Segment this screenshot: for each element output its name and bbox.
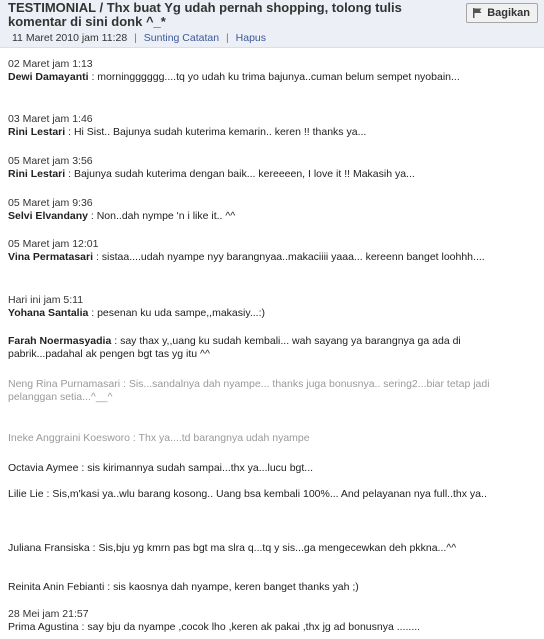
entry-text: : Sis,m'kasi ya..wlu barang kosong.. Uang bsa kembali 100%... And pelayanan nya full..thx ya.. — [43, 488, 487, 500]
entry-author: Rini Lestari — [8, 168, 66, 180]
entry-text: : morningggggg....tq yo udah ku trima bajunya..cuman belum sempet nyobain... — [88, 71, 460, 83]
entry-author: Dewi Damayanti — [8, 71, 89, 83]
entry-author: Lilie Lie — [8, 488, 44, 500]
entry-text: : Bajunya sudah kuterima dengan baik... kereeeen, I love it !! Makasih ya... — [65, 168, 415, 180]
list-item — [8, 113, 536, 139]
entry-text: : pesenan ku uda sampe,,makasiy...:) — [88, 307, 265, 319]
list-item — [8, 58, 536, 84]
entry-author: Juliana Fransiska — [8, 542, 90, 554]
note-header — [0, 0, 544, 48]
entry-text: : Thx ya....td barangnya udah nyampe — [130, 432, 310, 444]
list-item — [8, 238, 536, 264]
meta-separator: | — [226, 32, 229, 44]
entry-date: 05 Maret jam 12:01 — [8, 238, 99, 250]
entry-date: 03 Maret jam 1:46 — [8, 113, 93, 125]
entry-date: 02 Maret jam 1:13 — [8, 58, 93, 70]
entry-date: 05 Maret jam 9:36 — [8, 197, 93, 209]
entry-text: : sistaa....udah nyampe nyy barangnyaa..makaciiii yaaa... kereenn banget loohhh.... — [93, 251, 485, 263]
entry-text: : say thax y,,uang ku sudah kembali... wah sayang ya barangnya ga ada di pabrik...padahal ak pengen bgt tas yg itu ^^ — [8, 335, 461, 360]
entry-text: : Sis,bju yg kmrn pas bgt ma slra q...tq y sis...ga mengecewkan deh pkkna...^^ — [89, 542, 457, 554]
entry-date: Hari ini jam 5:11 — [8, 294, 84, 306]
delete-note-link[interactable]: Hapus — [235, 32, 267, 44]
list-item — [8, 462, 536, 475]
list-item — [8, 378, 536, 404]
meta-separator: | — [134, 32, 137, 44]
list-item — [8, 488, 536, 501]
edit-note-link[interactable]: Sunting Catatan — [143, 32, 220, 44]
share-icon — [473, 8, 482, 18]
note-date: 11 Maret 2010 jam 11:28 — [12, 32, 128, 44]
entry-author: Rini Lestari — [8, 126, 66, 138]
share-label: Bagikan — [487, 7, 530, 19]
entry-text: : Hi Sist.. Bajunya sudah kuterima kemarin.. keren !! thanks ya... — [65, 126, 367, 138]
entry-author: Yohana Santalia — [8, 307, 89, 319]
entry-text: : sis kirimannya sudah sampai...thx ya...lucu bgt... — [78, 462, 314, 474]
entry-author: Octavia Aymee — [8, 462, 79, 474]
entry-author: Reinita Anin Febianti — [8, 581, 105, 593]
share-button[interactable] — [466, 3, 538, 23]
entry-date: 28 Mei jam 21:57 — [8, 608, 89, 620]
entry-text: : Non..dah nympe 'n i like it.. ^^ — [87, 210, 236, 222]
entry-author: Vina Permatasari — [8, 251, 94, 263]
list-item — [8, 335, 536, 361]
list-item — [8, 581, 536, 594]
entry-author: Ineke Anggraini Koesworo — [8, 432, 130, 444]
entry-date: 05 Maret jam 3:56 — [8, 155, 93, 167]
list-item — [8, 197, 536, 223]
note-title: TESTIMONIAL / Thx buat Yg udah pernah shopping, tolong tulis komentar di sini donk ^_* — [8, 0, 402, 29]
list-item — [8, 294, 536, 320]
list-item — [8, 608, 536, 634]
list-item — [8, 155, 536, 181]
entry-text: : Sis...sandalnya dah nyampe... thanks juga bonusnya.. sering2...biar tetap jadi pelanggan setia...^__^ — [8, 378, 490, 403]
entry-text: : say bju da nyampe ,cocok lho ,keren ak pakai ,thx jg ad bonusnya ........ — [78, 621, 421, 633]
list-item — [8, 432, 536, 445]
entry-author: Prima Agustina — [8, 621, 79, 633]
entry-text: : sis kaosnya dah nyampe, keren banget thanks yah ;) — [104, 581, 359, 593]
list-item — [8, 542, 536, 555]
entry-author: Neng Rina Purnamasari — [8, 378, 121, 390]
note-meta — [12, 32, 266, 44]
entry-author: Farah Noermasyadia — [8, 335, 112, 347]
entry-author: Selvi Elvandany — [8, 210, 88, 222]
